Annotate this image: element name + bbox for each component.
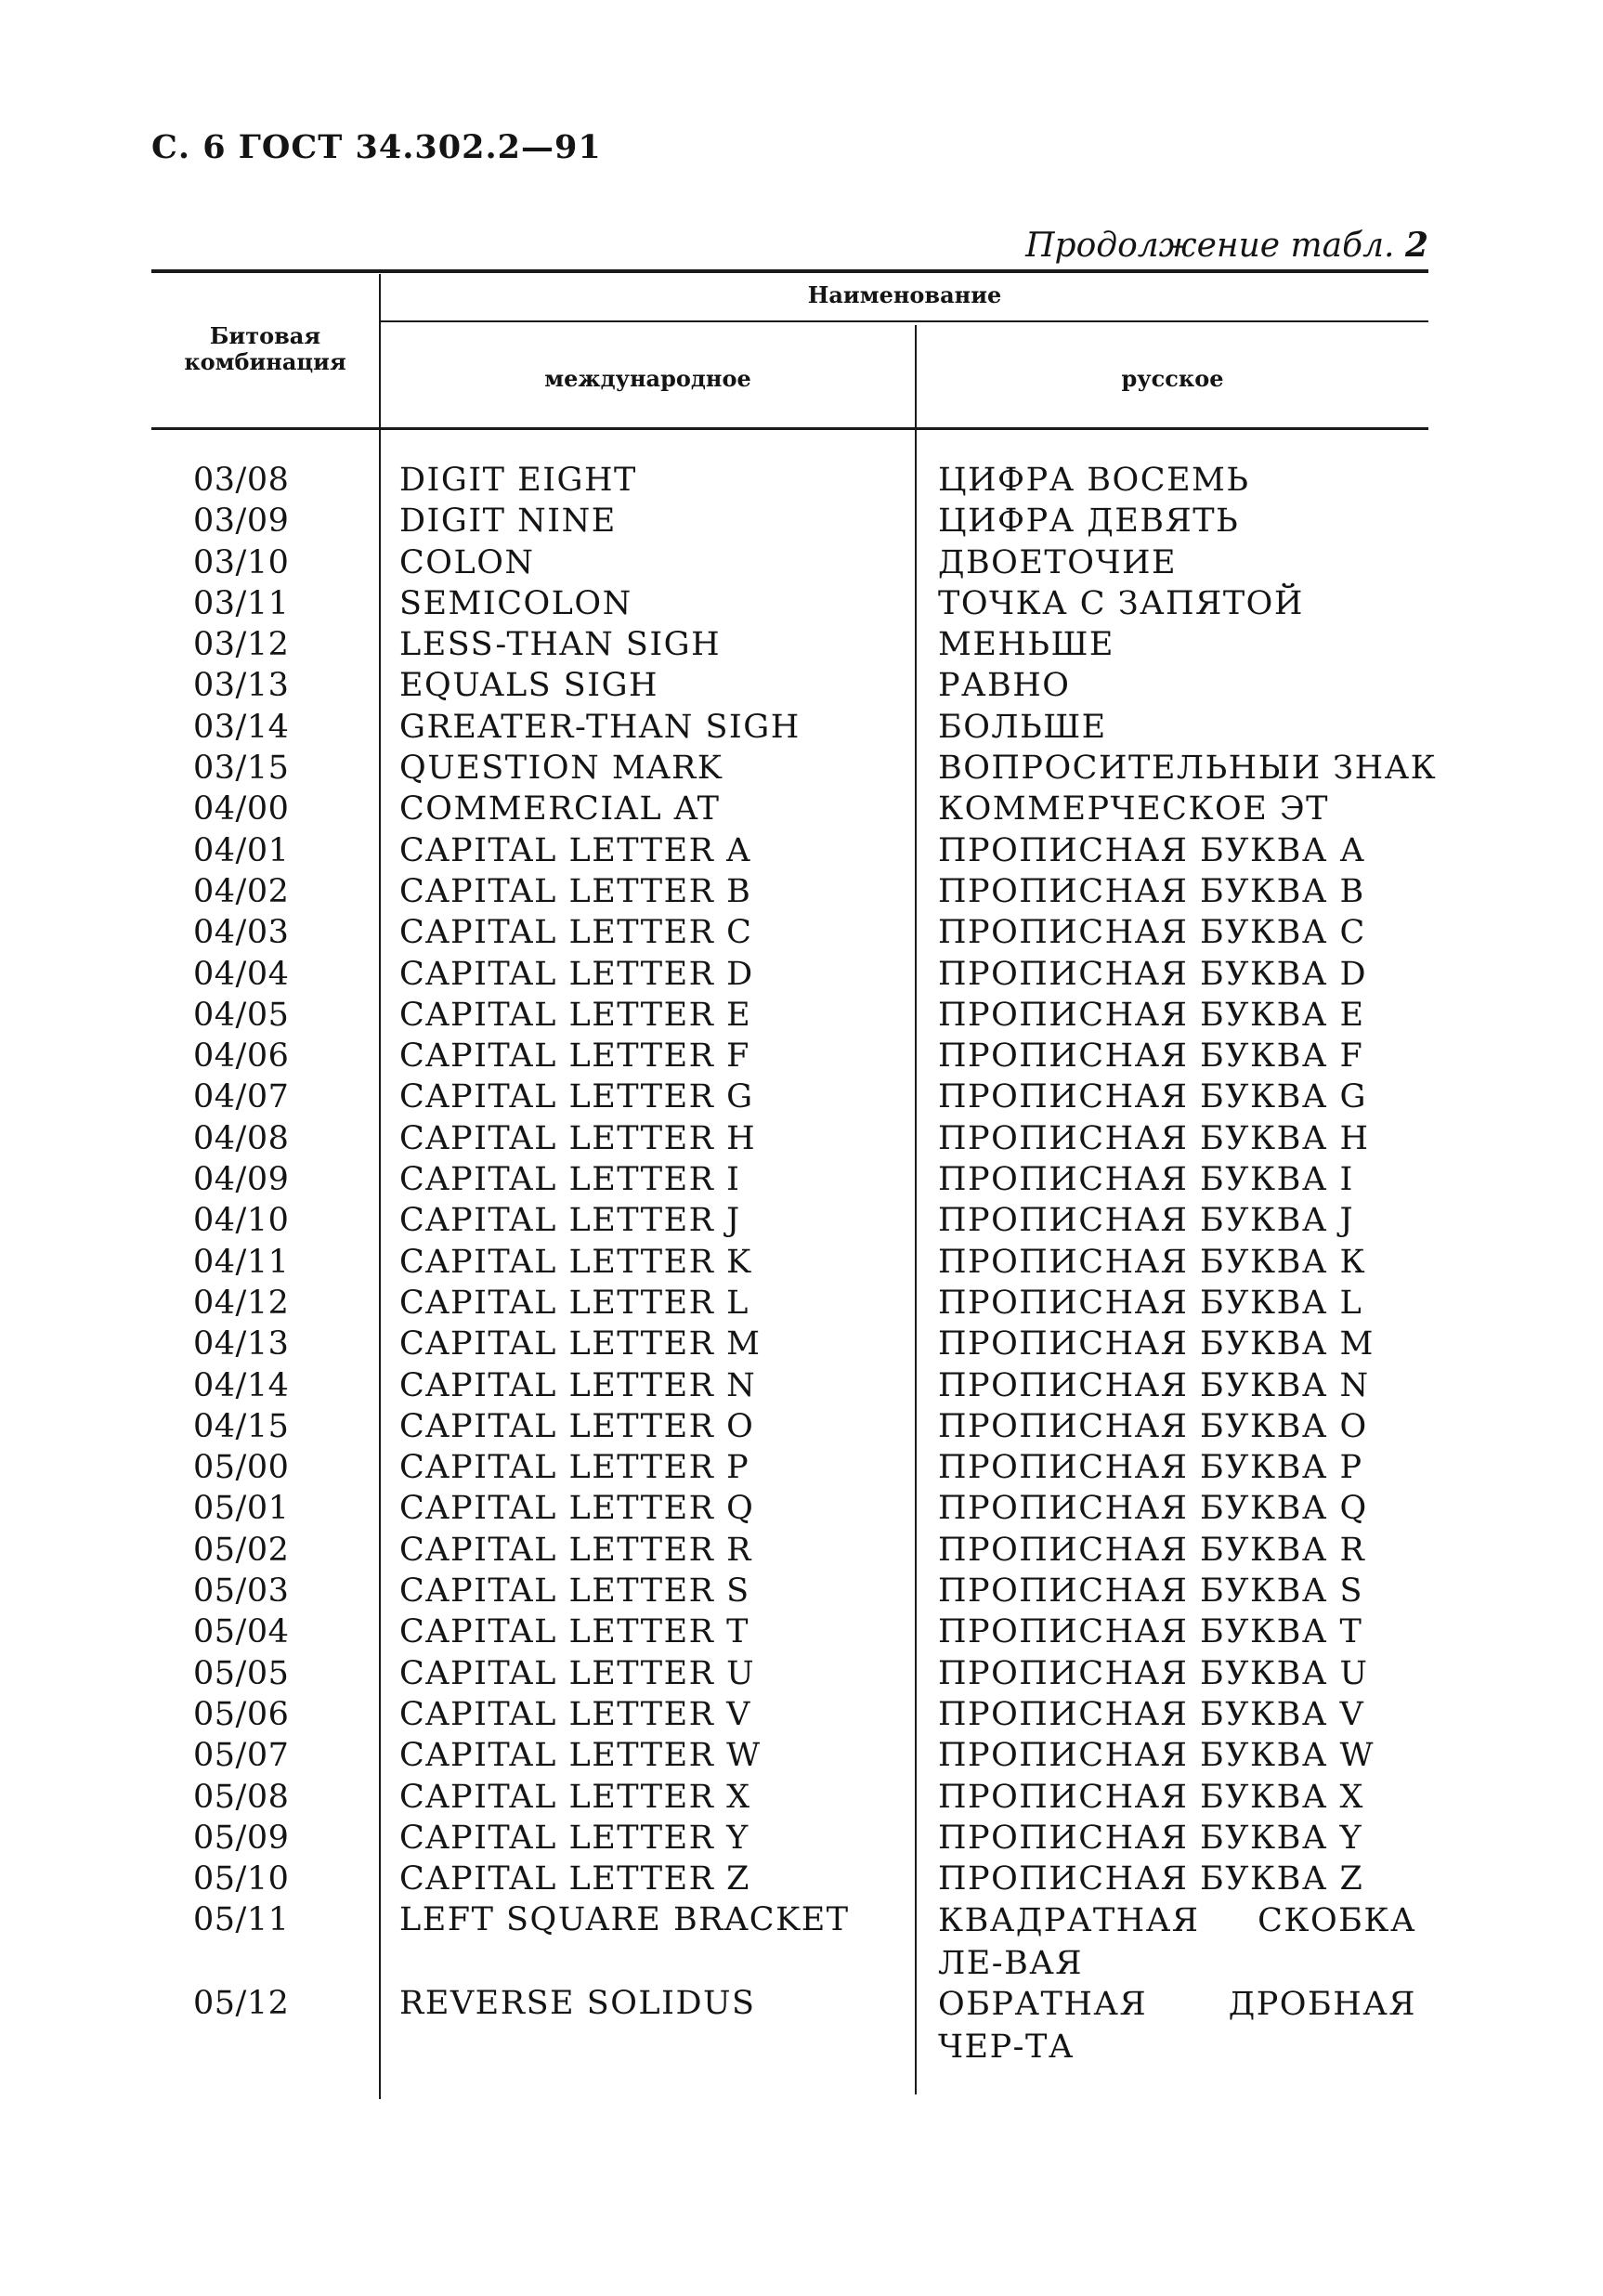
code-cell: 05/12: [193, 1985, 290, 2023]
table-row: [151, 1118, 1452, 1159]
international-name-cell: COLON: [399, 543, 535, 581]
table-row: [151, 912, 1452, 953]
code-cell: 05/00: [193, 1449, 290, 1487]
code-cell: 04/07: [193, 1078, 290, 1116]
table-row: [151, 1488, 1452, 1529]
code-cell: 04/02: [193, 872, 290, 910]
code-cell: 04/10: [193, 1202, 290, 1240]
international-name-cell: CAPITAL LETTER V: [399, 1695, 751, 1733]
table-row: [151, 995, 1452, 1036]
international-name-cell: CAPITAL LETTER E: [399, 996, 752, 1034]
code-cell: 04/04: [193, 955, 290, 993]
international-name-cell: LESS-THAN SIGH: [399, 626, 722, 664]
table-row: [151, 1653, 1452, 1694]
russian-name-cell: ОБРАТНАЯ ДРОБНАЯ ЧЕР-ТА: [938, 1986, 1416, 2067]
russian-name-cell: КВАДРАТНАЯ СКОБКА ЛЕ-ВАЯ: [938, 1902, 1416, 1983]
header-russian: русское: [1121, 365, 1224, 392]
international-name-cell: SEMICOLON: [399, 584, 632, 622]
table-row: [151, 871, 1452, 912]
international-name-cell: CAPITAL LETTER C: [399, 914, 753, 952]
russian-name-cell: ПРОПИСНАЯ БУКВА D: [938, 955, 1368, 993]
russian-name-cell: ПРОПИСНАЯ БУКВА Q: [938, 1490, 1368, 1528]
code-cell: 05/10: [193, 1860, 290, 1898]
international-name-cell: CAPITAL LETTER W: [399, 1737, 762, 1775]
table-header-bottom-rule: [151, 427, 1428, 430]
russian-name-cell: ПРОПИСНАЯ БУКВА В: [938, 872, 1365, 910]
table-row: [151, 1818, 1452, 1859]
table-row: [151, 789, 1452, 829]
code-cell: 04/08: [193, 1119, 290, 1157]
code-cell: 04/15: [193, 1407, 290, 1445]
russian-name-cell: ПРОПИСНАЯ БУКВА О: [938, 1407, 1368, 1445]
international-name-cell: REVERSE SOLIDUS: [399, 1985, 756, 2023]
code-cell: 04/01: [193, 831, 290, 869]
table-row: [151, 1530, 1452, 1571]
code-cell: 03/13: [193, 667, 290, 705]
russian-name-cell: ПРОПИСНАЯ БУКВА К: [938, 1243, 1367, 1281]
header-bit-combination: Битовая комбинация: [184, 322, 346, 375]
code-cell: 05/09: [193, 1819, 290, 1857]
table-header-mid-rule: [381, 320, 1428, 322]
russian-name-cell: ПРОПИСНАЯ БУКВА Y: [938, 1819, 1363, 1857]
russian-name-cell: ЦИФРА ВОСЕМЬ: [938, 462, 1250, 499]
table-row: [151, 542, 1452, 583]
code-cell: 03/15: [193, 750, 290, 788]
international-name-cell: CAPITAL LETTER D: [399, 955, 754, 993]
russian-name-cell: ПРОПИСНАЯ БУКВА J: [938, 1202, 1354, 1240]
page-header: С. 6 ГОСТ 34.302.2—91: [151, 128, 602, 166]
code-cell: 05/11: [193, 1901, 290, 1939]
russian-name-cell: ПРОПИСНАЯ БУКВА R: [938, 1531, 1366, 1569]
international-name-cell: CAPITAL LETTER O: [399, 1407, 755, 1445]
russian-name-cell: МЕНЬШЕ: [938, 626, 1114, 664]
russian-name-cell: ПРОПИСНАЯ БУКВА V: [938, 1695, 1365, 1733]
russian-name-cell: ПРОПИСНАЯ БУКВА G: [938, 1078, 1367, 1116]
table-row: [151, 1859, 1452, 1899]
code-cell: 03/12: [193, 626, 290, 664]
table-row: [151, 501, 1452, 541]
code-cell: 04/11: [193, 1243, 290, 1281]
code-cell: 03/11: [193, 584, 290, 622]
russian-name-cell: ТОЧКА С ЗАПЯТОЙ: [938, 584, 1304, 622]
russian-name-cell: КОММЕРЧЕСКОЕ ЭТ: [938, 790, 1330, 828]
international-name-cell: CAPITAL LETTER N: [399, 1366, 757, 1404]
table-row: [151, 1200, 1452, 1241]
code-cell: 05/08: [193, 1778, 290, 1816]
russian-name-cell: ПРОПИСНАЯ БУКВА А: [938, 831, 1366, 869]
code-cell: 04/00: [193, 790, 290, 828]
international-name-cell: CAPITAL LETTER X: [399, 1778, 751, 1816]
international-name-cell: CAPITAL LETTER Z: [399, 1860, 750, 1898]
international-name-cell: CAPITAL LETTER U: [399, 1654, 756, 1692]
table-row: [151, 665, 1452, 706]
russian-name-cell: ПРОПИСНАЯ БУКВА С: [938, 914, 1366, 952]
table-row: [151, 1242, 1452, 1283]
international-name-cell: QUESTION MARK: [399, 750, 723, 788]
table-row: [151, 624, 1452, 665]
russian-name-cell: ПРОПИСНАЯ БУКВА S: [938, 1572, 1363, 1611]
international-name-cell: CAPITAL LETTER P: [399, 1449, 750, 1487]
russian-name-cell: ПРОПИСНАЯ БУКВА X: [938, 1778, 1364, 1816]
code-cell: 04/06: [193, 1037, 290, 1076]
international-name-cell: DIGIT NINE: [399, 502, 617, 541]
international-name-cell: DIGIT EIGHT: [399, 462, 637, 499]
russian-name-cell: ВОПРОСИТЕЛЬНЫИ ЗНАК: [938, 750, 1438, 788]
international-name-cell: CAPITAL LETTER Y: [399, 1819, 749, 1857]
code-cell: 04/03: [193, 914, 290, 952]
russian-name-cell: ПРОПИСНАЯ БУКВА Р: [938, 1449, 1363, 1487]
continuation-table-number: 2: [1404, 226, 1428, 265]
table-row: [151, 1899, 1452, 1983]
table-body: [151, 460, 1452, 2067]
code-cell: 03/08: [193, 462, 290, 499]
international-name-cell: CAPITAL LETTER G: [399, 1078, 754, 1116]
header-name: Наименование: [807, 281, 1002, 308]
russian-name-cell: ДВОЕТОЧИЕ: [938, 543, 1178, 581]
russian-name-cell: ПРОПИСНАЯ БУКВА I: [938, 1161, 1354, 1199]
code-cell: 04/13: [193, 1325, 290, 1363]
russian-name-cell: ПРОПИСНАЯ БУКВА L: [938, 1284, 1363, 1322]
russian-name-cell: РАВНО: [938, 667, 1071, 705]
table-row: [151, 1611, 1452, 1652]
table-row: [151, 1447, 1452, 1488]
code-cell: 05/04: [193, 1613, 290, 1651]
code-cell: 03/14: [193, 708, 290, 746]
international-name-cell: CAPITAL LETTER S: [399, 1572, 750, 1611]
international-name-cell: CAPITAL LETTER B: [399, 872, 752, 910]
international-name-cell: CAPITAL LETTER T: [399, 1613, 750, 1651]
international-name-cell: CAPITAL LETTER H: [399, 1119, 757, 1157]
russian-name-cell: ПРОПИСНАЯ БУКВА М: [938, 1325, 1375, 1363]
table-row: [151, 1159, 1452, 1200]
russian-name-cell: ПРОПИСНАЯ БУКВА U: [938, 1654, 1369, 1692]
international-name-cell: CAPITAL LETTER K: [399, 1243, 752, 1281]
russian-name-cell: ПРОПИСНАЯ БУКВА F: [938, 1037, 1364, 1076]
russian-name-cell: ЦИФРА ДЕВЯТЬ: [938, 502, 1240, 541]
international-name-cell: GREATER-THAN SIGH: [399, 708, 801, 746]
international-name-cell: EQUALS SIGH: [399, 667, 659, 705]
table-row: [151, 1365, 1452, 1406]
table-row: [151, 1324, 1452, 1364]
russian-name-cell: БОЛЬШЕ: [938, 708, 1107, 746]
russian-name-cell: ПРОПИСНАЯ БУКВА Т: [938, 1613, 1363, 1651]
table-row: [151, 1283, 1452, 1324]
table-row: [151, 460, 1452, 501]
international-name-cell: COMMERCIAL AT: [399, 790, 721, 828]
code-cell: 05/02: [193, 1531, 290, 1569]
international-name-cell: CAPITAL LETTER A: [399, 831, 751, 869]
code-cell: 04/14: [193, 1366, 290, 1404]
code-cell: 03/09: [193, 502, 290, 541]
international-name-cell: CAPITAL LETTER Q: [399, 1490, 755, 1528]
table-row: [151, 1694, 1452, 1735]
code-cell: 05/01: [193, 1490, 290, 1528]
continuation-label-text: Продолжение табл.: [1025, 227, 1395, 265]
table-row: [151, 1571, 1452, 1611]
international-name-cell: CAPITAL LETTER F: [399, 1037, 750, 1076]
code-cell: 04/05: [193, 996, 290, 1034]
code-cell: 05/06: [193, 1695, 290, 1733]
international-name-cell: CAPITAL LETTER R: [399, 1531, 753, 1569]
code-cell: 04/09: [193, 1161, 290, 1199]
international-name-cell: CAPITAL LETTER L: [399, 1284, 749, 1322]
russian-name-cell: ПРОПИСНАЯ БУКВА Е: [938, 996, 1365, 1034]
table-row: [151, 1406, 1452, 1447]
code-cell: 05/05: [193, 1654, 290, 1692]
code-cell: 03/10: [193, 543, 290, 581]
code-cell: 05/03: [193, 1572, 290, 1611]
table-row: [151, 1735, 1452, 1776]
table-row: [151, 1777, 1452, 1818]
international-name-cell: CAPITAL LETTER I: [399, 1161, 741, 1199]
international-name-cell: CAPITAL LETTER M: [399, 1325, 762, 1363]
russian-name-cell: ПРОПИСНАЯ БУКВА W: [938, 1737, 1375, 1775]
russian-name-cell: ПРОПИСНАЯ БУКВА Z: [938, 1860, 1364, 1898]
code-cell: 05/07: [193, 1737, 290, 1775]
table-row: [151, 1983, 1452, 2067]
table-row: [151, 748, 1452, 789]
russian-name-cell: ПРОПИСНАЯ БУКВА Н: [938, 1119, 1370, 1157]
header-international: международное: [544, 365, 751, 392]
russian-name-cell: ПРОПИСНАЯ БУКВА N: [938, 1366, 1370, 1404]
table-row: [151, 954, 1452, 995]
table-row: [151, 1076, 1452, 1117]
table-top-rule: [151, 269, 1428, 273]
table-row: [151, 707, 1452, 748]
continuation-label: [1025, 226, 1428, 265]
code-cell: 04/12: [193, 1284, 290, 1322]
table-row: [151, 1036, 1452, 1076]
international-name-cell: CAPITAL LETTER J: [399, 1202, 741, 1240]
table-row: [151, 583, 1452, 624]
table-row: [151, 830, 1452, 871]
international-name-cell: LEFT SQUARE BRACKET: [399, 1901, 850, 1939]
